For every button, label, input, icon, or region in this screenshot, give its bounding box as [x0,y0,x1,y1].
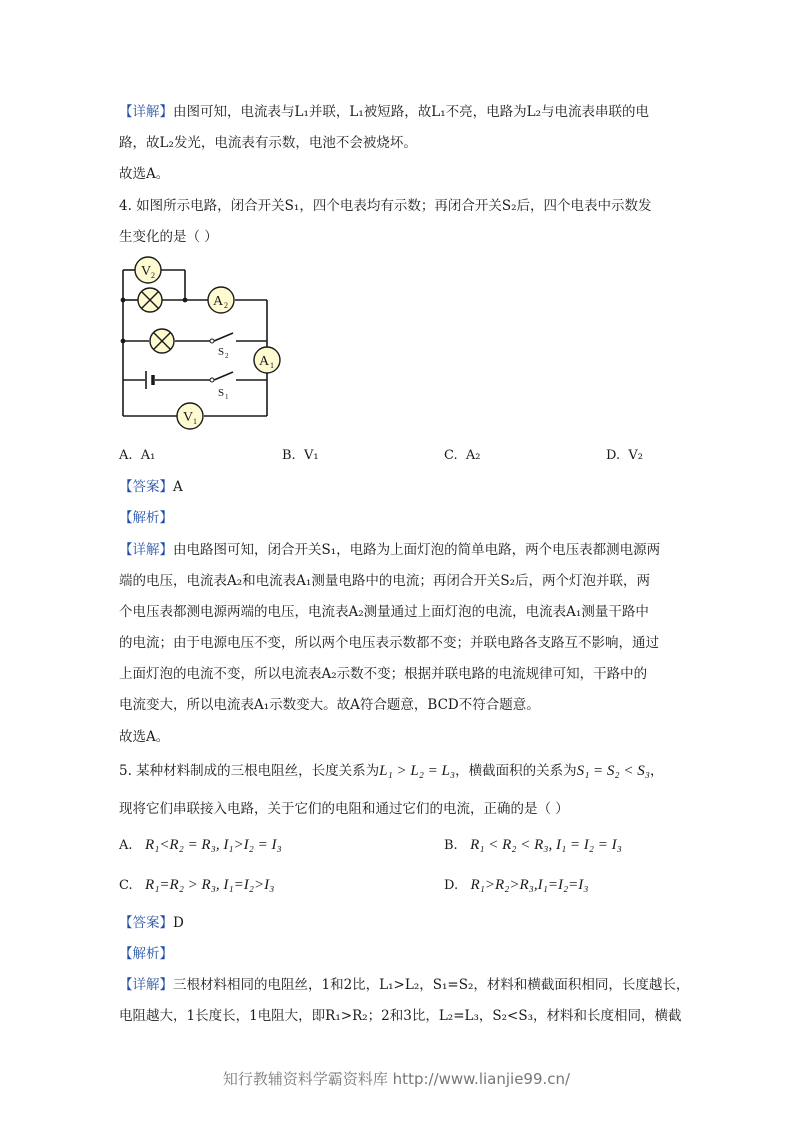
q4-stem-line-2: 生变化的是（ ） [119,229,218,245]
q4-detail-line-1 [119,540,660,560]
q4-option-b-letter: B. [282,448,296,463]
s2-label: S [218,346,225,358]
q3-detail-text-1: 由图可知，电流表与L₁并联，L₁被短路，故L₁不亮，电路为L₂与电流表串联的电 [173,104,650,120]
q5-area-relation: S₁ = S₂ < S₃ [576,763,650,779]
voltmeter-v2-icon [135,257,161,283]
q5-option-d-letter: D. [444,878,459,893]
v1-label: V [183,410,194,425]
q4-option-c-letter: C. [444,448,458,463]
v2-sub: 2 [151,271,155,280]
q5-stem-line-2: 现将它们串联接入电路，关于它们的电阻和通过它们的电流，正确的是（ ） [119,801,569,817]
v2-label: V [141,264,152,279]
q5-detail-tag: 【详解】 [119,977,173,993]
q4-option-d [606,447,643,465]
q4-detail-line-2: 端的电压，电流表A₂和电流表A₁测量电路中的电流；再闭合开关S₂后，两个灯泡并联，两 [119,573,650,589]
q5-option-b [444,836,622,855]
q5-analysis-tag: 【解析】 [119,946,173,962]
q5-answer-line [119,913,184,933]
footer-watermark: 知行教辅资料学霸资料库 http://www.lianjie99.cn/ [222,1070,571,1088]
q5-detail-text-1: 三根材料相同的电阻丝，1和2比，L₁>L₂，S₁=S₂，材料和横截面积相同，长度越长， [173,977,690,993]
q5-length-relation: L₁ > L₂ = L₃ [379,763,456,779]
q4-option-a-text: A₁ [140,448,156,463]
ammeter-a1-icon [254,347,280,373]
q3-detail-line-2: 路，故L₂发光，电流表有示数，电池不会被烧坏。 [119,135,417,151]
q4-circuit-diagram [110,255,285,435]
switch-s2-icon [218,346,229,360]
q3-detail-line-1 [119,102,649,122]
q4-analysis-tag: 【解析】 [119,510,173,526]
q5-option-a-letter: A. [119,838,133,853]
q5-option-a [119,836,282,855]
q5-stem-mid: ，横截面积的关系为 [455,763,577,779]
q4-detail-line-3: 个电压表都测电源两端的电压，电流表A₂测量通过上面灯泡的电流，电流表A₁测量干路中 [119,604,649,620]
q5-option-c-letter: C. [119,878,133,893]
q5-detail-line-1 [119,975,689,995]
q5-option-b-letter: B. [444,838,458,853]
q4-choose: 故选A。 [119,729,170,745]
q4-option-b-text: V₁ [303,448,319,463]
q4-option-a-letter: A. [119,448,133,463]
q4-option-c [444,447,481,465]
q5-detail-line-2: 电阻越大，1长度长，1电阻大，即R₁>R₂；2和3比，L₂=L₃，S₂<S₃，材料和长度相同，横截 [119,1008,682,1024]
q5-option-b-text: R₁ < R₂ < R₃, I₁ = I₂ = I₃ [470,837,622,853]
q4-option-d-text: V₂ [628,448,643,463]
q5-stem-pre: 5. 某种材料制成的三根电阻丝，长度关系为 [119,763,380,779]
q4-answer-line [119,477,183,497]
a1-sub: 1 [270,361,274,370]
ammeter-a2-icon [208,287,234,313]
switch-s1-icon [218,387,229,401]
s1-sub: 1 [225,393,229,401]
q4-option-d-letter: D. [606,448,621,463]
q5-option-c [119,876,274,895]
q5-option-d-text: R₁>R₂>R₃,I₁=I₂=I₃ [470,877,589,893]
q5-stem-line-1 [119,761,663,781]
voltmeter-v1-icon [177,403,203,429]
s1-label: S [218,387,225,399]
lamp-upper-icon [138,288,162,312]
s2-sub: 2 [225,352,229,360]
q5-answer-tag: 【答案】 [119,915,173,931]
q4-detail-line-6: 电流变大，所以电流表A₁示数变大。故A符合题意，BCD不符合题意。 [119,697,540,713]
a2-sub: 2 [224,301,228,310]
q5-option-c-text: R₁=R₂ > R₃, I₁=I₂>I₃ [145,877,275,893]
q4-detail-text-1: 由电路图可知，闭合开关S₁，电路为上面灯泡的简单电路，两个电压表都测电源两 [173,542,661,558]
q4-detail-tag: 【详解】 [119,542,173,558]
q5-stem-end: ， [649,763,664,779]
q5-option-d [444,876,589,895]
q4-detail-line-4: 的电流；由于电源电压不变，所以两个电压表示数都不变；并联电路各支路互不影响，通过 [119,635,659,651]
q3-choose: 故选A。 [119,166,170,182]
v1-sub: 1 [193,417,197,426]
lamp-lower-icon [150,329,174,353]
q4-stem-line-1: 4. 如图所示电路，闭合开关S₁，四个电表均有示数；再闭合开关S₂后，四个电表中示数发 [119,198,652,214]
q4-answer: A [173,479,183,495]
a1-label: A [259,354,270,369]
q4-option-b [282,447,319,465]
q4-detail-line-5: 上面灯泡的电流不变，所以电流表A₂示数不变；根据并联电路的电流规律可知，干路中的 [119,666,648,682]
q4-answer-tag: 【答案】 [119,479,173,495]
q3-detail-tag: 【详解】 [119,104,173,120]
q5-answer: D [173,915,184,931]
q4-option-a [119,447,155,465]
q4-option-c-text: A₂ [465,448,481,463]
q5-option-a-text: R₁<R₂ = R₃, I₁>I₂ = I₃ [144,837,282,853]
a2-label: A [213,294,224,309]
